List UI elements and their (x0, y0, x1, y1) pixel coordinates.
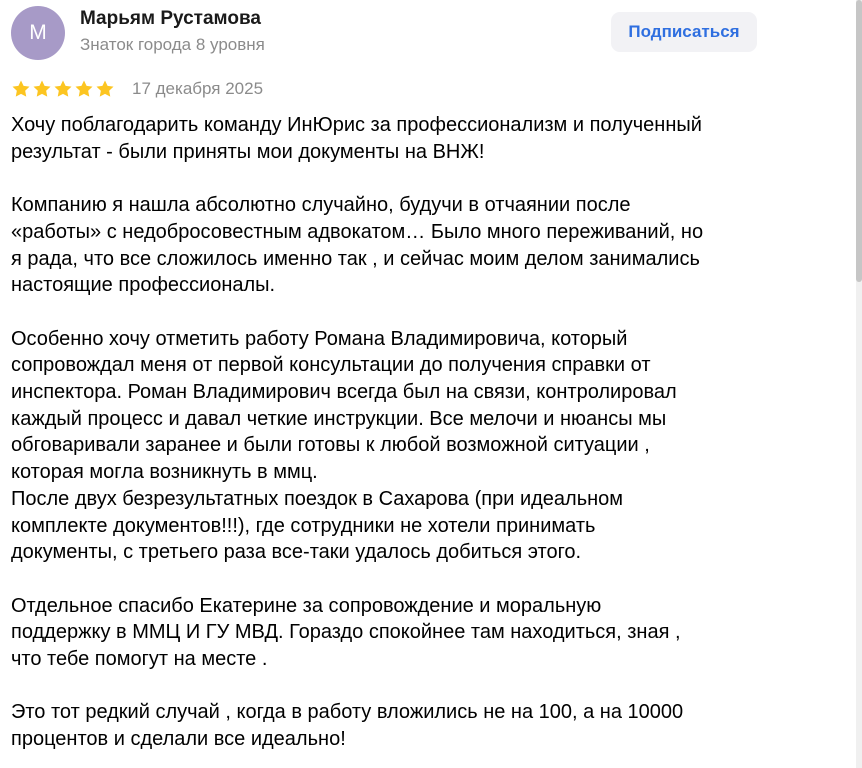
review-date: 17 декабря 2025 (132, 79, 264, 98)
star-icon (95, 79, 115, 99)
review-paragraph: Хочу поблагодарить команду ИнЮрис за профессионализм и полученный результат - были приняты мои документы на ВНЖ! (11, 114, 702, 163)
star-icon (53, 79, 73, 99)
avatar-letter: M (29, 21, 47, 44)
star-rating (11, 79, 115, 99)
author-level: Знаток города 8 уровня (80, 35, 265, 54)
rating-row (11, 77, 263, 101)
paragraph-gap (11, 299, 771, 326)
paragraph-gap (11, 673, 771, 700)
review-paragraph: Это тот редкий случай , когда в работу вложились не на 100, а на 10000 процентов и сделали все идеально! (11, 701, 684, 751)
review-paragraph: Особенно хочу отметить работу Романа Владимировича, который сопровождал меня от первой консультации до получения справки от инспектора. Роман Владимирович всегда был на связи, контролировал каждый процесс и давал четкие инструкции. Все мелочи и нюансы мы обговаривали заранее и были готовы к любой возможной ситуации , которая могла возникнуть в ммц. После двух безрезультатных поездок в Сахарова (при идеальном комплекте документов!!!), где сотрудники не хотели принимать документы, с третьего раза все-таки удалось добиться этого. (11, 327, 677, 564)
star-icon (32, 79, 52, 99)
review-paragraph: Компанию я нашла абсолютно случайно, будучи в отчаянии после «работы» с недобросовестным адвокатом… Было много переживаний, но я рада, что все сложилось именно так , и сейчас моим делом занимались настоящие профессионалы. (11, 194, 704, 297)
subscribe-button[interactable]: Подписаться (611, 12, 757, 52)
author-name[interactable]: Марьям Рустамова (80, 8, 261, 29)
review-text (11, 112, 771, 753)
avatar[interactable] (11, 6, 65, 60)
paragraph-gap (11, 165, 771, 192)
star-icon (11, 79, 31, 99)
paragraph-gap (11, 566, 771, 593)
scrollbar[interactable] (856, 0, 862, 768)
review-header (11, 6, 757, 60)
star-icon (74, 79, 94, 99)
scrollbar-thumb[interactable] (856, 0, 862, 282)
review-paragraph: Отдельное спасибо Екатерине за сопровождение и моральную поддержку в ММЦ И ГУ МВД. Гораздо спокойнее там находиться, зная , что тебе помогут на месте . (11, 594, 681, 671)
